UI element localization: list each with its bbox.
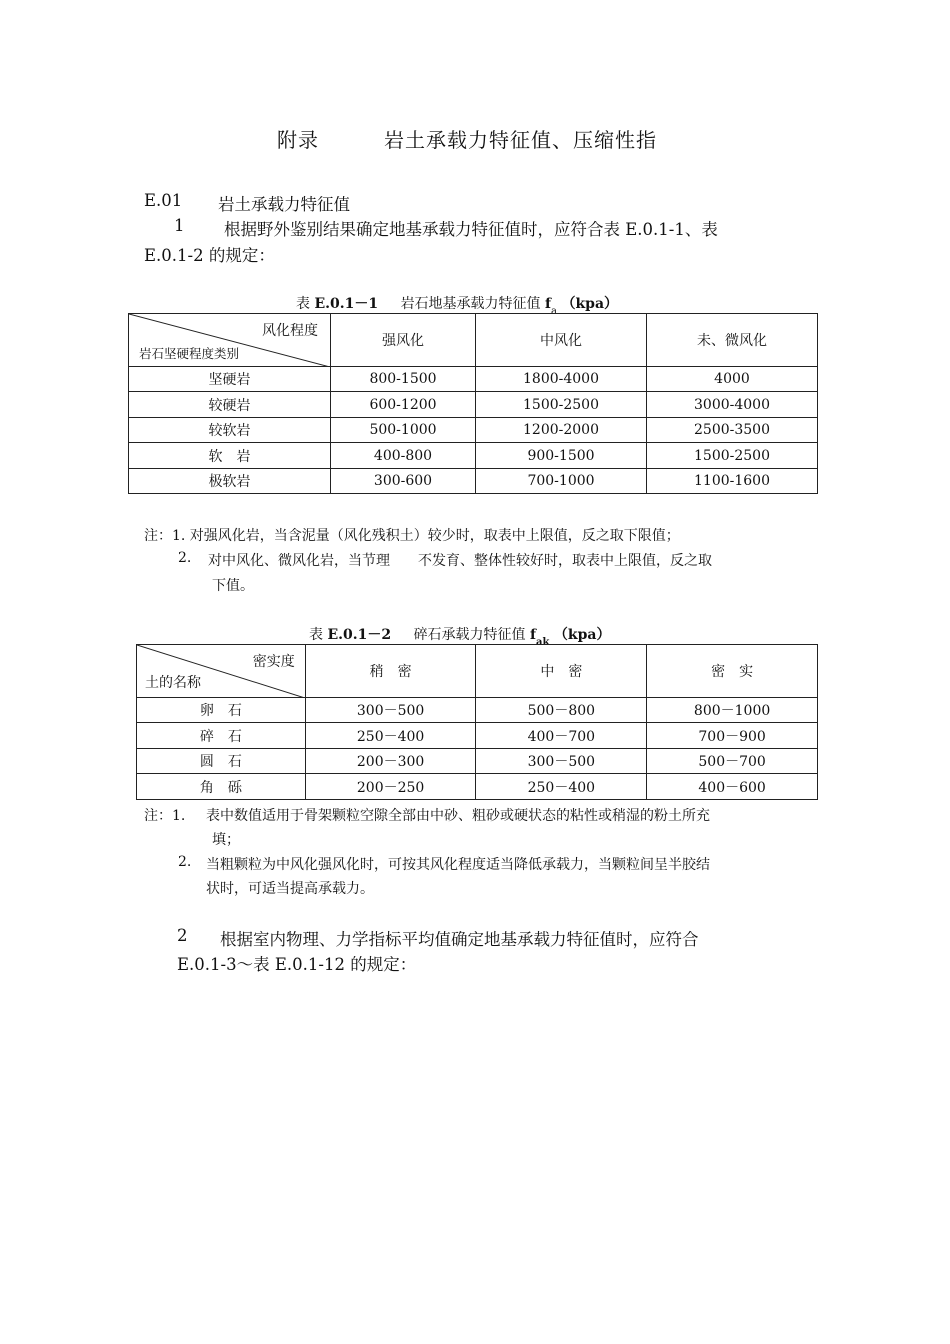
table1-header-row (129, 314, 818, 367)
table2-note-1-line2: 填； (212, 832, 240, 848)
table1-cell: 600-1200 (331, 392, 476, 418)
table-row (137, 723, 818, 749)
table1-cell: 坚硬岩 (129, 367, 331, 392)
table1-cell: 1500-2500 (476, 392, 647, 418)
table-row (129, 418, 818, 443)
table1-note-2-line1: 对中风化、微风化岩，当节理 不发育、整体性较好时，取表中上限值，反之取 (208, 553, 712, 569)
table2-cell: 400－700 (476, 723, 647, 749)
para1-line1: 根据野外鉴别结果确定地基承载力特征值时，应符合表 E.0.1-1、表 (224, 220, 718, 239)
table1-caption-symbol: f (545, 296, 552, 312)
table2-note-2-number: 2. (178, 854, 192, 870)
para1-line2: E.0.1-2 的规定： (144, 246, 275, 265)
table2-header-row (137, 645, 818, 698)
table2-cell: 250－400 (305, 723, 476, 749)
table1-note-1: 注：1. 对强风化岩，当含泥量（风化残积土）较少时，取表中上限值，反之取下限值； (144, 528, 680, 544)
section-title: 岩土承载力特征值 (218, 195, 350, 214)
table-row (129, 469, 818, 494)
table1 (128, 313, 818, 494)
appendix-label: 附录 (277, 128, 319, 152)
table2-cell: 250－400 (476, 774, 647, 800)
table2-cell: 800－1000 (647, 698, 818, 723)
table2-cell: 碎 石 (137, 723, 306, 749)
table-row (137, 774, 818, 800)
table2-note-2-line2: 状时，可适当提高承载力。 (206, 881, 374, 897)
table-row (129, 392, 818, 418)
table1-cell: 300-600 (331, 469, 476, 494)
table1-note-2-line2: 下值。 (212, 578, 254, 594)
table1-note-2-number: 2. (178, 550, 192, 566)
table1-cell: 较硬岩 (129, 392, 331, 418)
table2-cell: 角 砾 (137, 774, 306, 800)
table1-caption-prefix: 表 (296, 296, 310, 312)
table2-caption-unit: （kpa） (553, 627, 611, 643)
table1-header: 中风化 (476, 314, 647, 367)
table2-caption-title: 碎石承载力特征值 (413, 627, 526, 643)
para2-line1: 根据室内物理、力学指标平均值确定地基承载力特征值时，应符合 (220, 930, 699, 949)
table1-caption-unit: （kpa） (561, 296, 619, 312)
table1-corner-bottom: 岩石坚硬程度类别 (139, 346, 240, 361)
para2-number: 2 (177, 926, 188, 945)
table2-caption-id: E.0.1－2 (327, 627, 392, 643)
table1-corner-top: 风化程度 (262, 323, 318, 339)
table1-cell: 较软岩 (129, 418, 331, 443)
para2-line2: E.0.1-3～表 E.0.1-12 的规定： (177, 955, 417, 974)
table1-caption-title: 岩石地基承载力特征值 (400, 296, 541, 312)
table2 (136, 644, 818, 800)
table-row (129, 367, 818, 392)
table2-cell: 圆 石 (137, 749, 306, 774)
table2-cell: 200－300 (305, 749, 476, 774)
table1-cell: 1200-2000 (476, 418, 647, 443)
table2-cell: 300－500 (476, 749, 647, 774)
table2-caption-prefix: 表 (309, 627, 323, 643)
table2-caption-subscript: ak (536, 637, 550, 648)
table1-header: 强风化 (331, 314, 476, 367)
table2-cell: 卵 石 (137, 698, 306, 723)
table1-cell: 900-1500 (476, 443, 647, 469)
table2-cell: 700－900 (647, 723, 818, 749)
table1-corner-cell (129, 314, 331, 367)
table-row (137, 749, 818, 774)
table2-note-1-prefix: 注：1. (144, 808, 186, 824)
table-row (129, 443, 818, 469)
table2-cell: 400－600 (647, 774, 818, 800)
table2-note-2-line1: 当粗颗粒为中风化强风化时，可按其风化程度适当降低承载力，当颗粒间呈半胶结 (206, 857, 710, 873)
table2-header: 密 实 (647, 645, 818, 698)
table2-corner-top: 密实度 (252, 654, 295, 670)
table2-caption-symbol: f (530, 627, 537, 643)
table1-cell: 软 岩 (129, 443, 331, 469)
page-title: 岩土承载力特征值、压缩性指 (384, 128, 657, 152)
table2-corner-bottom: 土的名称 (145, 675, 201, 691)
table2-note-1-line1: 表中数值适用于骨架颗粒空隙全部由中砂、粗砂或硬状态的粘性或稍湿的粉土所充 (206, 808, 710, 824)
table1-cell: 500-1000 (331, 418, 476, 443)
table2-cell: 300－500 (305, 698, 476, 723)
table1-cell: 2500-3500 (647, 418, 818, 443)
table2-cell: 200－250 (305, 774, 476, 800)
table-row (137, 698, 818, 723)
table2-header: 稍 密 (305, 645, 476, 698)
table1-cell: 1500-2500 (647, 443, 818, 469)
table1-cell: 3000-4000 (647, 392, 818, 418)
table1-caption-subscript: a (551, 306, 558, 317)
table2-cell: 500－700 (647, 749, 818, 774)
table1-header: 未、微风化 (647, 314, 818, 367)
table1-cell: 800-1500 (331, 367, 476, 392)
table1-cell: 1100-1600 (647, 469, 818, 494)
table2-header: 中 密 (476, 645, 647, 698)
table2-cell: 500－800 (476, 698, 647, 723)
table1-cell: 1800-4000 (476, 367, 647, 392)
table2-corner-cell (137, 645, 306, 698)
table1-caption-id: E.0.1－1 (314, 296, 379, 312)
table1-cell: 400-800 (331, 443, 476, 469)
section-number: E.01 (144, 191, 183, 210)
table1-cell: 极软岩 (129, 469, 331, 494)
table1-cell: 700-1000 (476, 469, 647, 494)
table1-cell: 4000 (647, 367, 818, 392)
para1-number: 1 (174, 216, 185, 235)
